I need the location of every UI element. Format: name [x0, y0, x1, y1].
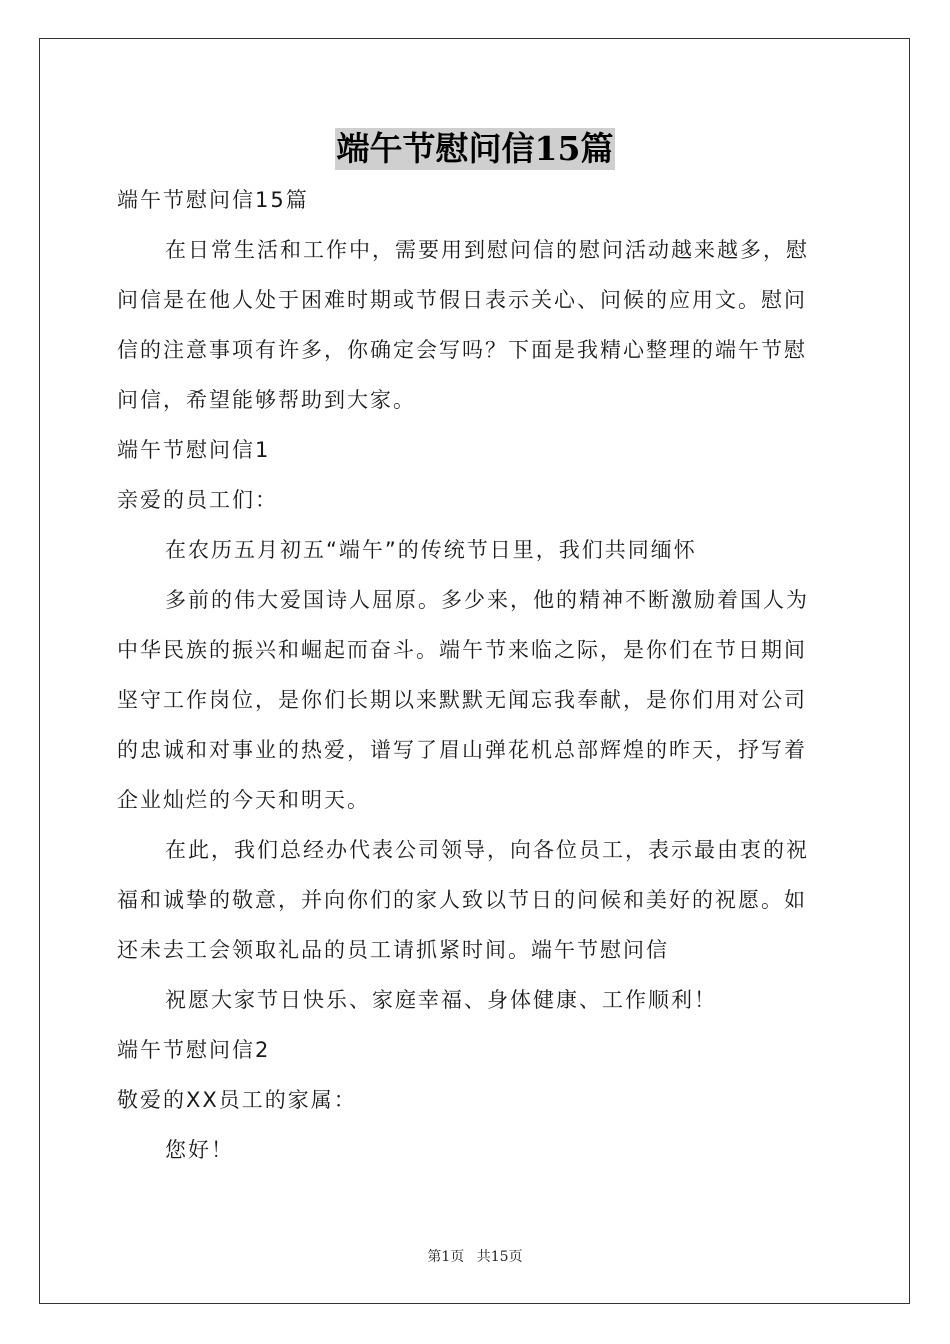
letter1-p3-line-2: 福和诚挚的敬意，并向你们的家人致以节日的问候和美好的祝愿。如	[117, 888, 807, 912]
letter1-heading: 端午节慰问信1	[117, 438, 271, 462]
letter1-p1-line: 在农历五月初五“端午”的传统节日里，我们共同缅怀	[165, 538, 697, 562]
intro-line-3: 信的注意事项有许多，你确定会写吗？下面是我精心整理的端午节慰	[117, 338, 807, 362]
page-total: 共15页	[476, 1249, 523, 1265]
letter1-closing: 祝愿大家节日快乐、家庭幸福、身体健康、工作顺利！	[165, 988, 717, 1012]
intro-line-1: 在日常生活和工作中，需要用到慰问信的慰问活动越来越多，慰	[165, 238, 809, 262]
page-number: 第1页	[427, 1249, 465, 1265]
subtitle: 端午节慰问信15篇	[117, 188, 309, 212]
letter1-p2-line-1: 多前的伟大爱国诗人屈原。多少来，他的精神不断激励着国人为	[165, 588, 809, 612]
letter1-p2-line-4: 的忠诚和对事业的热爱，谱写了眉山弹花机总部辉煌的昨天，抒写着	[117, 738, 807, 762]
letter1-p2-line-5: 企业灿烂的今天和明天。	[117, 788, 370, 812]
intro-line-2: 问信是在他人处于困难时期或节假日表示关心、问候的应用文。慰问	[117, 288, 807, 312]
letter1-salutation: 亲爱的员工们：	[117, 488, 278, 512]
letter1-p2-line-2: 中华民族的振兴和崛起而奋斗。端午节来临之际，是你们在节日期间	[117, 638, 807, 662]
page-border	[39, 38, 910, 1304]
letter1-p3-line-3: 还未去工会领取礼品的员工请抓紧时间。端午节慰问信	[117, 938, 669, 962]
title-wrap	[0, 128, 950, 170]
letter2-heading: 端午节慰问信2	[117, 1038, 271, 1062]
letter2-salutation: 敬爱的XX员工的家属：	[117, 1088, 357, 1112]
letter1-p2-line-3: 坚守工作岗位，是你们长期以来默默无闻忘我奉献，是你们用对公司	[117, 688, 807, 712]
letter1-p3-line-1: 在此，我们总经办代表公司领导，向各位员工，表示最由衷的祝	[165, 838, 809, 862]
page-footer	[0, 1248, 950, 1266]
intro-line-4: 问信，希望能够帮助到大家。	[117, 388, 416, 412]
letter2-greeting: 您好！	[165, 1138, 234, 1162]
document-title: 端午节慰问信15篇	[336, 129, 614, 168]
